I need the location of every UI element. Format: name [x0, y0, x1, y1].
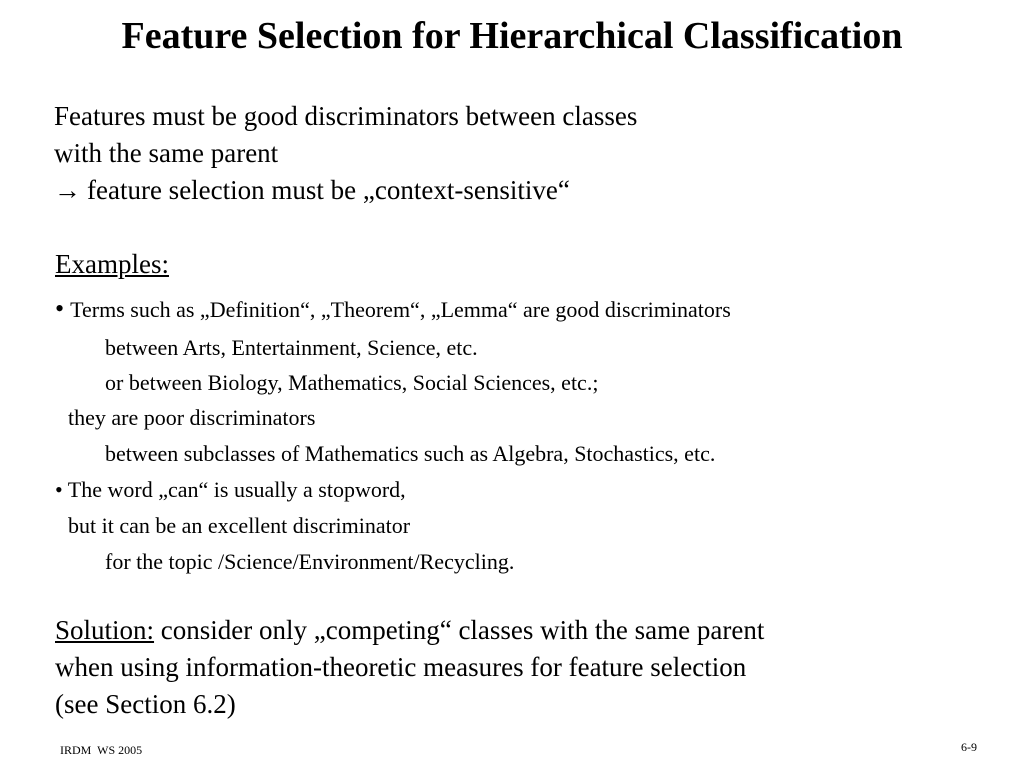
footer-page-number: 6-9	[961, 740, 977, 754]
example-2-line-3: for the topic /Science/Environment/Recycling.	[105, 549, 515, 574]
example-1-line-4: they are poor discriminators	[68, 405, 316, 430]
example-2-line-1: • The word „can“ is usually a stopword,	[55, 477, 406, 502]
right-arrow-icon: →	[54, 175, 81, 205]
intro-line-3-text: feature selection must be „context-sensitive“	[87, 175, 570, 205]
example-1-line-3: or between Biology, Mathematics, Social Sciences, etc.;	[105, 370, 599, 395]
solution-line-3: (see Section 6.2)	[55, 689, 236, 719]
example-1-line-5: between subclasses of Mathematics such as Algebra, Stochastics, etc.	[105, 441, 716, 466]
intro-line-1: Features must be good discriminators between classes	[54, 101, 638, 131]
slide-title: Feature Selection for Hierarchical Classification	[121, 15, 903, 57]
example-2-line-2: but it can be an excellent discriminator	[68, 513, 411, 538]
example-1-line-2: between Arts, Entertainment, Science, etc.	[105, 335, 478, 360]
solution-line-2: when using information-theoretic measures for feature selection	[55, 652, 747, 682]
solution-label: Solution:	[55, 615, 155, 645]
solution-text-1: consider only „competing“ classes with the same parent	[160, 615, 765, 645]
example-1-line-1	[55, 294, 731, 324]
solution-block	[55, 612, 764, 723]
examples-heading: Examples:	[55, 249, 169, 279]
footer-course: IRDM WS 2005	[60, 743, 143, 757]
example-1-text-1: Terms such as „Definition“, „Theorem“, „Lemma“ are good discriminators	[70, 297, 731, 322]
solution-line-1	[55, 612, 764, 649]
intro-block	[54, 98, 637, 209]
bullet-icon: •	[55, 294, 65, 323]
intro-line-3	[54, 172, 637, 209]
intro-line-2: with the same parent	[54, 138, 279, 168]
